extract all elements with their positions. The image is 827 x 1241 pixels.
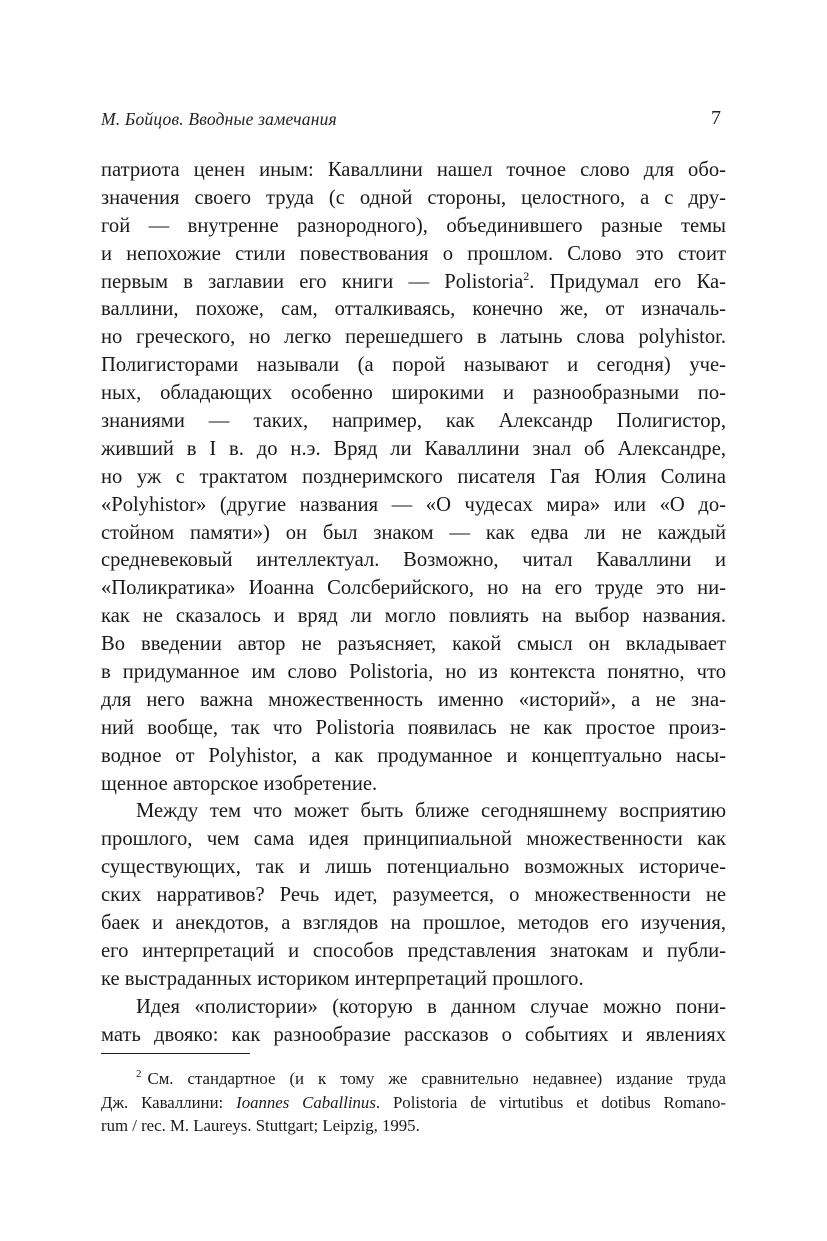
paragraph-first-line: Идея «полистории» (которую в данном случае можно пони- (136, 995, 726, 1018)
footnote-number: 2 (136, 1068, 142, 1081)
paragraph-first-line: Между тем что может быть ближе сегодняшнему восприятию (136, 800, 726, 823)
text-line: но уж с трактатом позднеримского писателя Гая Юлия Солина (101, 465, 726, 488)
text-line: для него важна множественность именно «историй», а не зна- (101, 688, 726, 711)
text-line: стойном памяти») он был знаком — как едва ли не каждый (101, 521, 726, 544)
text-line: его интерпретаций и способов представления знатокам и публи- (101, 939, 726, 962)
text-line: но греческого, но легко перешедшего в латынь слова polyhistor. (101, 326, 726, 349)
text-line: гой — внутренне разнородного), объединившего разные темы (101, 214, 726, 237)
text-line: валлини, похоже, сам, отталкиваясь, конечно же, от изначаль- (101, 298, 726, 321)
footnote-author-name: Ioannes Caballinus (236, 1092, 376, 1112)
footnote-block (101, 1067, 726, 1138)
text-line: Во введении автор не разъясняет, какой смысл он вкладывает (101, 633, 726, 656)
text-line: мать двояко: как разнообразие рассказов о событиях и явлениях (101, 1023, 726, 1046)
footnote-text: Дж. Каваллини: (101, 1092, 237, 1112)
footnote-divider (101, 1053, 250, 1054)
text-segment: первым в заглавии его книги — Polistoria (101, 270, 524, 293)
text-line: существующих, так и лишь потенциально возможных историче- (101, 856, 726, 879)
text-line: водное от Polyhistor, а как продуманное и концептуально насы- (101, 744, 726, 767)
text-line: «Поликратика» Иоанна Солсберийского, но на его труде это ни- (101, 577, 726, 600)
page-number: 7 (711, 107, 721, 129)
text-line: как не сказалось и вряд ли могло повлиять на выбор названия. (101, 605, 726, 628)
text-line: живший в I в. до н.э. Вряд ли Каваллини знал об Александре, (101, 437, 726, 460)
text-line: прошлого, чем сама идея принципиальной множественности как (101, 828, 726, 851)
text-line: Полигисторами называли (а порой называют и сегодня) уче- (101, 354, 726, 377)
text-line: «Polyhistor» (другие названия — «О чудесах мира» или «О до- (101, 493, 726, 516)
text-line: щенное авторское изобретение. (101, 772, 378, 795)
running-title: М. Бойцов. Вводные замечания (101, 109, 337, 129)
text-line: средневековый интеллектуал. Возможно, читал Каваллини и (101, 549, 726, 572)
footnote-line: rum / rec. M. Laureys. Stuttgart; Leipzig, 1995. (101, 1116, 420, 1135)
text-line: ских нарративов? Речь идет, разумеется, о множественности не (101, 884, 726, 907)
text-line: ке выстраданных историком интерпретаций прошлого. (101, 967, 584, 990)
text-line: ний вообще, так что Polistoria появилась не как простое произ- (101, 716, 726, 739)
text-line: баек и анекдотов, а взглядов на прошлое, методов его изучения, (101, 912, 726, 935)
footnote-text: . Polistoria de virtutibus et dotibus Romano- (375, 1092, 727, 1112)
footnote-line (101, 1067, 726, 1091)
text-line: значения своего труда (с одной стороны, целостного, а с дру- (101, 186, 726, 209)
footnote-text: См. стандартное (и к тому же сравнительно недавнее) издание труда (147, 1069, 726, 1088)
text-line: знаниями — таких, например, как Александр Полигистор, (101, 410, 726, 433)
footnote-reference[interactable]: 2 (523, 268, 530, 283)
text-line: ных, обладающих особенно широкими и разнообразными по- (101, 382, 726, 405)
text-line: и непохожие стили повествования о прошлом. Слово это стоит (101, 242, 726, 265)
text-line-with-footnote-ref (101, 269, 726, 297)
text-segment: . Придумал его Ка- (529, 270, 726, 293)
text-line: патриота ценен иным: Каваллини нашел точное слово для обо- (101, 159, 726, 181)
body-text (101, 157, 726, 1050)
footnote-line (101, 1091, 726, 1115)
text-line: в придуманное им слово Polistoria, но из контекста понятно, что (101, 661, 726, 684)
